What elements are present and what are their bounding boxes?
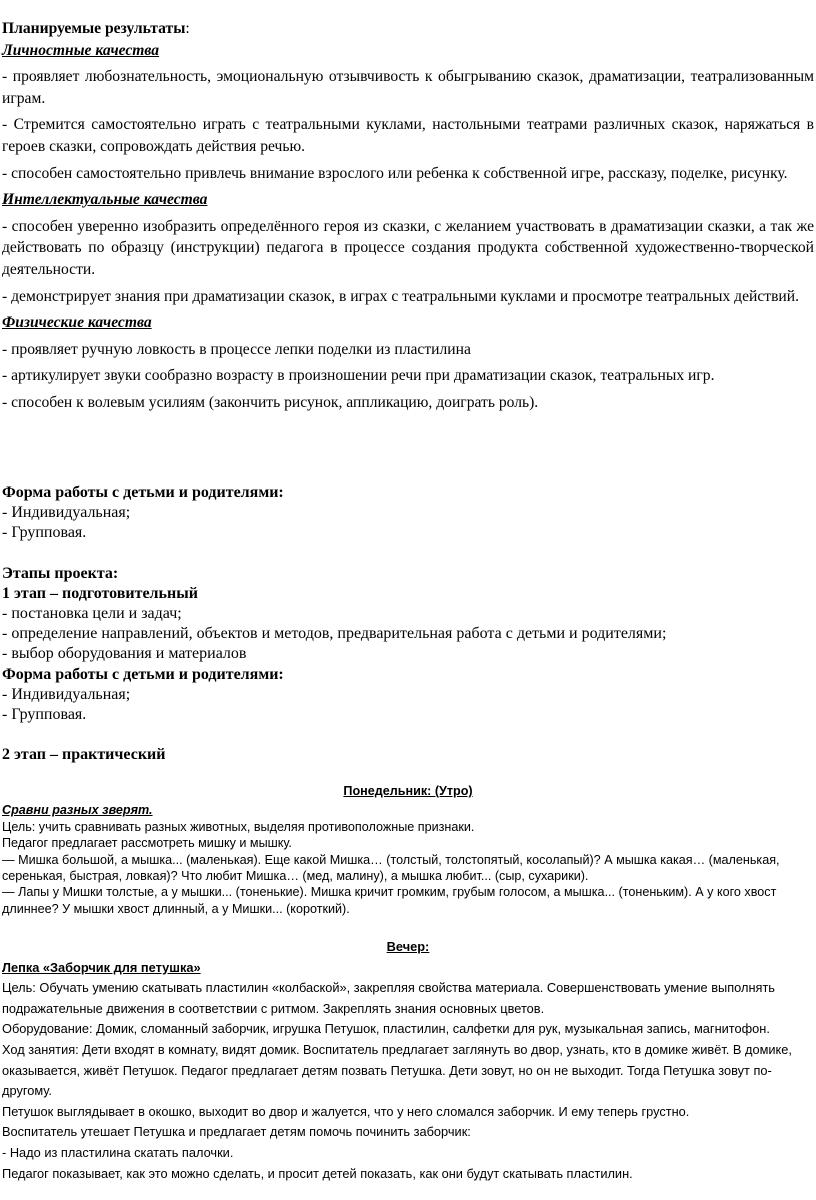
evening-line: Оборудование: Домик, сломанный заборчик, игрушка Петушок, пластилин, салфетки для рук, музыкальная запись, магнитофон. (2, 1021, 770, 1037)
work-and-stages-section (0, 483, 816, 765)
monday-section (0, 783, 816, 917)
planned-results-section (0, 18, 816, 414)
intellectual-qualities-heading: Интеллектуальные качества (2, 191, 208, 209)
physical-qualities-heading: Физические качества (2, 314, 152, 332)
evening-line: Педагог показывает, как это можно сделать, и просит детей показать, как они будут скатывать пластилин. (2, 1165, 633, 1181)
evening-section (0, 937, 816, 1184)
evening-line: Цель: Обучать умению скатывать пластилин «колбаской», закрепляя свойства материала. Совершенствовать умение выполнять подражательные движения в соответствии с ритмом. Закреплять знания основных цветов. (2, 980, 775, 1016)
work-form-heading-2: Форма работы с детьми и родителями: (2, 665, 284, 683)
game-title: Сравни разных зверят. (2, 803, 153, 818)
stage-1-heading: 1 этап – подготовительный (2, 584, 198, 602)
intellectual-item: - способен уверенно изобразить определённого героя из сказки, с желанием участвовать в драматизации сказки, а так же действовать по образцу (инструкции) педагога в процессе создания продукта собственной художественно-творческой деятельности. (2, 217, 814, 278)
personal-item: - проявляет любознательность, эмоциональную отзывчивость к обыгрыванию сказок, драматизации, театрализованным играм. (2, 68, 814, 107)
monday-heading: Понедельник: (Утро) (343, 784, 473, 798)
monday-line: Цель: учить сравнивать разных животных, выделяя противоположные признаки. (2, 819, 475, 834)
work-form-item: - Индивидуальная; (2, 685, 131, 703)
evening-heading: Вечер: (386, 939, 430, 954)
lesson-title: Лепка «Заборчик для петушка» (2, 959, 201, 975)
evening-line: Воспитатель утешает Петушка и предлагает детям помочь починить заборчик: (2, 1124, 471, 1140)
intellectual-item: - демонстрирует знания при драматизации сказок, в играх с театральными куклами и просмотре театральных действий. (2, 287, 800, 305)
physical-item: - артикулирует звуки сообразно возрасту в произношении речи при драматизации сказок, театральных игр. (2, 367, 715, 385)
planned-results-title: Планируемые результаты: (2, 20, 190, 37)
personal-item: - Стремится самостоятельно играть с театральными куклами, настольными театрами различных сказок, наряжаться в героев сказки, сопровождать действия речью. (2, 116, 814, 155)
work-form-item: - Групповая. (2, 706, 87, 724)
work-form-item: - Групповая. (2, 524, 87, 542)
stage-1-item: - выбор оборудования и материалов (2, 645, 247, 663)
stage-1-item: - постановка цели и задач; (2, 605, 182, 623)
stage-1-item: - определение направлений, объектов и методов, предварительная работа с детьми и родителями; (2, 625, 667, 643)
work-form-heading: Форма работы с детьми и родителями: (2, 484, 284, 501)
personal-item: - способен самостоятельно привлечь внимание взрослого или ребенка к собственной игре, рассказу, поделке, рисунку. (2, 164, 788, 182)
monday-line: — Мишка большой, а мышка... (маленькая). Еще какой Мишка… (толстый, толстопятый, косолапый)? А мышка какая… (маленькая, серенькая, быстрая, ловкая)? Что любит Мишка… (мед, малину), а мышка любит... (сыр, сухарики). (2, 852, 780, 884)
stages-heading: Этапы проекта: (2, 564, 119, 582)
monday-line: — Лапы у Мишки толстые, а у мышки... (тоненькие). Мишка кричит громким, грубым голосом, а мышка... (тоненьким). А у кого хвост длиннее? У мышки хвост длинный, а у Мишки... (короткий). (2, 885, 777, 916)
physical-item: - способен к волевым усилиям (закончить рисунок, аппликацию, доиграть роль). (2, 393, 539, 411)
evening-line: Ход занятия: Дети входят в комнату, видят домик. Воспитатель предлагает заглянуть во двор, узнать, кто в домике живёт. В домике, оказывается, живёт Петушок. Педагог предлагает детям позвать Петушка. Дети зовут, но он не выходит. Тогда Петушка зовут по-другому. (2, 1041, 792, 1099)
evening-line: - Надо из пластилина скатать палочки. (2, 1144, 234, 1160)
stage-2-heading: 2 этап – практический (2, 746, 166, 764)
work-form-item: - Индивидуальная; (2, 504, 131, 522)
evening-line: Петушок выглядывает в окошко, выходит во двор и жалуется, что у него сломался заборчик. И ему теперь грустно. (2, 1103, 690, 1119)
monday-line: Педагог предлагает рассмотреть мишку и мышку. (2, 836, 292, 851)
personal-qualities-heading: Личностные качества (2, 41, 160, 59)
physical-item: - проявляет ручную ловкость в процессе лепки поделки из пластилина (2, 340, 471, 358)
